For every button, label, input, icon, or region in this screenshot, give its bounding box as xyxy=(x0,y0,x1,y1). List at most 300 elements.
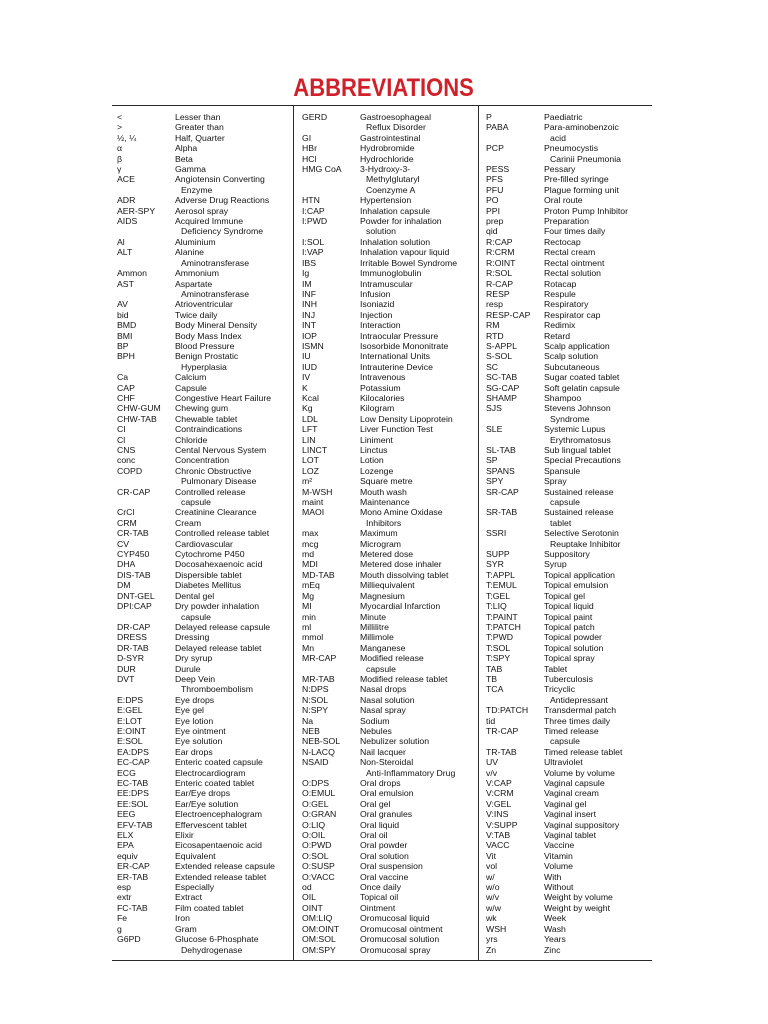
meaning-line: Oral suspension xyxy=(360,861,423,872)
abbreviation-meaning xyxy=(175,934,291,955)
meaning-line: Extract xyxy=(175,892,203,903)
meaning-line: Cental Nervous System xyxy=(175,445,267,455)
abbreviation-meaning xyxy=(360,143,476,153)
meaning-line: Redimix xyxy=(544,320,576,331)
abbreviation-meaning xyxy=(544,768,650,778)
abbreviation: DVT xyxy=(117,673,135,684)
abbreviation-entry xyxy=(302,622,476,632)
abbreviation-meaning xyxy=(175,695,291,705)
abbreviation: MR-TAB xyxy=(302,673,335,684)
abbreviation: E:GEL xyxy=(117,705,143,716)
abbreviation: T:LIQ xyxy=(486,601,507,612)
abbreviation: SPY xyxy=(486,476,504,487)
abbreviation-meaning xyxy=(544,872,650,882)
abbreviation-entry xyxy=(486,924,650,934)
abbreviation-meaning xyxy=(175,892,291,902)
abbreviation-meaning xyxy=(544,591,650,601)
abbreviation-entry xyxy=(486,320,650,330)
abbreviation-meaning xyxy=(175,591,291,601)
abbreviation: ISMN xyxy=(302,340,324,351)
abbreviation: TAB xyxy=(486,663,503,674)
abbreviation-entry xyxy=(486,383,650,393)
meaning-line: Sugar coated tablet xyxy=(544,372,620,383)
abbreviation: MI xyxy=(302,601,312,612)
meaning-line: Liver Function Test xyxy=(360,424,433,435)
meaning-line: Greater than xyxy=(175,122,224,133)
meaning-continuation-line: Hyperplasia xyxy=(181,361,227,372)
abbreviation-entry xyxy=(117,237,291,247)
abbreviation-meaning xyxy=(360,851,476,861)
meaning-continuation-line: Methylglutaryl xyxy=(366,174,420,185)
abbreviation: tid xyxy=(486,715,496,726)
abbreviation-entry xyxy=(486,788,650,798)
meaning-line: Vaginal insert xyxy=(544,809,596,820)
abbreviation-meaning xyxy=(175,674,291,695)
abbreviation: SHAMP xyxy=(486,392,517,403)
abbreviation-entry xyxy=(486,185,650,195)
abbreviation: OM:OINT xyxy=(302,923,340,934)
abbreviation-entry xyxy=(302,570,476,580)
meaning-line: Oral granules xyxy=(360,809,413,820)
abbreviation-entry xyxy=(117,393,291,403)
meaning-line: Enteric coated capsule xyxy=(175,757,263,768)
abbreviation-entry xyxy=(117,414,291,424)
page-title: ABBREVIATIONS xyxy=(293,74,475,102)
abbreviation: UV xyxy=(486,757,499,768)
abbreviation-meaning xyxy=(175,768,291,778)
abbreviation-entry xyxy=(486,393,650,403)
abbreviation: E:DPS xyxy=(117,694,144,705)
abbreviation-entry xyxy=(486,580,650,590)
abbreviation-meaning xyxy=(544,913,650,923)
meaning-line: Maintenance xyxy=(360,497,410,508)
abbreviation-entry xyxy=(117,539,291,549)
meaning-line: Four times daily xyxy=(544,226,606,237)
abbreviation-entry xyxy=(117,268,291,278)
abbreviation-meaning xyxy=(544,653,650,663)
abbreviation: LINCT xyxy=(302,445,328,455)
meaning-line: Rectal cream xyxy=(544,247,596,258)
meaning-line: Docosahexaenoic acid xyxy=(175,559,263,570)
abbreviation-entry xyxy=(117,747,291,757)
abbreviation-meaning xyxy=(544,216,650,226)
meaning-line: Vaccine xyxy=(544,840,575,851)
abbreviation-entry xyxy=(117,466,291,487)
abbreviation-entry xyxy=(117,851,291,861)
abbreviation-entry xyxy=(117,112,291,122)
meaning-line: Isosorbide Mononitrate xyxy=(360,340,449,351)
meaning-line: Alanine xyxy=(175,247,204,258)
abbreviation-meaning xyxy=(360,788,476,798)
abbreviation: O:PWD xyxy=(302,840,332,851)
meaning-line: Weight by volume xyxy=(544,892,613,903)
meaning-line: Topical paint xyxy=(544,611,593,622)
abbreviation: LOT xyxy=(302,455,319,466)
abbreviation: SSRI xyxy=(486,528,507,539)
abbreviation: w/o xyxy=(486,882,500,893)
abbreviation-meaning xyxy=(175,757,291,767)
abbreviation-meaning xyxy=(360,310,476,320)
abbreviation: α xyxy=(117,143,123,154)
abbreviation: DUR xyxy=(117,663,136,674)
meaning-line: Dispersible tablet xyxy=(175,569,242,580)
abbreviation: EC-CAP xyxy=(117,757,150,768)
abbreviation-entry xyxy=(302,164,476,195)
abbreviation-entry xyxy=(302,695,476,705)
meaning-line: Milliequivalent xyxy=(360,580,415,591)
abbreviation-meaning xyxy=(544,892,650,902)
abbreviation: SC-TAB xyxy=(486,372,518,383)
abbreviation-meaning xyxy=(175,653,291,663)
abbreviation-entry xyxy=(486,164,650,174)
abbreviation-entry xyxy=(117,580,291,590)
abbreviation: LOZ xyxy=(302,465,319,476)
meaning-line: Respirator cap xyxy=(544,309,601,320)
meaning-line: Oral emulsion xyxy=(360,788,414,799)
abbreviation-entry xyxy=(117,299,291,309)
abbreviation-meaning xyxy=(175,861,291,871)
abbreviation: RTD xyxy=(486,330,504,341)
abbreviation-meaning xyxy=(544,299,650,309)
meaning-line: Alpha xyxy=(175,143,198,154)
meaning-continuation-line: tablet xyxy=(550,517,572,528)
abbreviation: IU xyxy=(302,351,311,362)
meaning-line: Topical patch xyxy=(544,621,595,632)
abbreviation-entry xyxy=(486,279,650,289)
abbreviation-meaning xyxy=(175,903,291,913)
abbreviation: K xyxy=(302,382,308,393)
abbreviation-entry xyxy=(302,736,476,746)
abbreviation-meaning xyxy=(175,487,291,508)
abbreviation: DM xyxy=(117,580,131,591)
abbreviation-meaning xyxy=(544,809,650,819)
meaning-line: Glucose 6-Phosphate xyxy=(175,934,259,945)
abbreviation: SR-CAP xyxy=(486,486,519,497)
abbreviation-meaning xyxy=(544,195,650,205)
abbreviation-meaning xyxy=(175,112,291,122)
abbreviation-entry xyxy=(302,601,476,611)
abbreviation-meaning xyxy=(360,351,476,361)
abbreviation-meaning xyxy=(360,695,476,705)
meaning-line: Non-Steroidal xyxy=(360,757,414,768)
abbreviation-meaning xyxy=(544,424,650,445)
abbreviation-meaning xyxy=(360,424,476,434)
abbreviation-meaning xyxy=(175,206,291,216)
abbreviation-entry xyxy=(486,643,650,653)
meaning-line: Modified release xyxy=(360,653,424,664)
abbreviation-entry xyxy=(302,559,476,569)
abbreviation: O:GEL xyxy=(302,798,329,809)
abbreviation-meaning xyxy=(544,549,650,559)
meaning-line: Oromucosal ointment xyxy=(360,923,443,934)
abbreviation-entry xyxy=(117,726,291,736)
meaning-line: Topical application xyxy=(544,569,615,580)
abbreviation: AV xyxy=(117,299,128,310)
abbreviation-meaning xyxy=(544,393,650,403)
abbreviation-meaning xyxy=(175,913,291,923)
meaning-line: Modified release tablet xyxy=(360,673,448,684)
meaning-line: Ointment xyxy=(360,902,396,913)
abbreviation-entry xyxy=(302,403,476,413)
abbreviation-entry xyxy=(486,622,650,632)
abbreviation: CNS xyxy=(117,445,136,455)
meaning-continuation-line: capsule xyxy=(550,497,580,508)
abbreviation-entry xyxy=(117,206,291,216)
abbreviation: INT xyxy=(302,320,316,331)
abbreviation-meaning xyxy=(175,664,291,674)
abbreviation-entry xyxy=(486,528,650,549)
abbreviation-meaning xyxy=(544,320,650,330)
abbreviation-meaning xyxy=(175,320,291,330)
meaning-line: Vaginal suppository xyxy=(544,819,620,830)
abbreviation-meaning xyxy=(175,622,291,632)
abbreviation-meaning xyxy=(544,164,650,174)
meaning-line: Chewing gum xyxy=(175,403,229,414)
abbreviation-entry xyxy=(117,154,291,164)
abbreviation-meaning xyxy=(544,403,650,424)
abbreviation: mcg xyxy=(302,538,319,549)
meaning-line: Nebules xyxy=(360,725,392,736)
abbreviation: DHA xyxy=(117,559,136,570)
abbreviation-meaning xyxy=(544,559,650,569)
abbreviation: conc xyxy=(117,455,136,466)
meaning-continuation-line: capsule xyxy=(366,663,396,674)
abbreviation-meaning xyxy=(544,143,650,164)
meaning-line: Oral oil xyxy=(360,830,388,841)
abbreviation: AER-SPY xyxy=(117,205,156,216)
abbreviation: NEB xyxy=(302,725,320,736)
abbreviation: I:PWD xyxy=(302,216,328,227)
abbreviation-meaning xyxy=(175,154,291,164)
meaning-line: Gram xyxy=(175,923,197,934)
abbreviation-meaning xyxy=(360,903,476,913)
abbreviation-meaning xyxy=(360,331,476,341)
meaning-line: Tricyclic xyxy=(544,684,576,695)
meaning-line: Eye gel xyxy=(175,705,204,716)
abbreviation-meaning xyxy=(360,268,476,278)
abbreviation-meaning xyxy=(360,487,476,497)
abbreviation-entry xyxy=(302,591,476,601)
abbreviation: O:OIL xyxy=(302,830,326,841)
abbreviation: GI xyxy=(302,132,312,143)
meaning-line: Controlled release xyxy=(175,486,246,497)
abbreviation: EE:SOL xyxy=(117,798,149,809)
abbreviation-meaning xyxy=(360,591,476,601)
meaning-line: Timed release tablet xyxy=(544,746,623,757)
abbreviation: LFT xyxy=(302,424,318,435)
abbreviation-entry xyxy=(302,507,476,528)
abbreviation: SPANS xyxy=(486,465,515,476)
abbreviation-entry xyxy=(302,747,476,757)
abbreviation-meaning xyxy=(544,476,650,486)
abbreviation: BPH xyxy=(117,351,135,362)
abbreviation-meaning xyxy=(175,372,291,382)
meaning-line: Respule xyxy=(544,288,576,299)
abbreviation-entry xyxy=(486,174,650,184)
abbreviation-entry xyxy=(117,674,291,695)
abbreviation: HTN xyxy=(302,195,320,206)
meaning-line: Soft gelatin capsule xyxy=(544,382,620,393)
abbreviation: R:OINT xyxy=(486,257,516,268)
abbreviation-meaning xyxy=(360,164,476,195)
abbreviation-entry xyxy=(302,299,476,309)
abbreviation: < xyxy=(117,112,123,122)
abbreviation-meaning xyxy=(175,539,291,549)
abbreviation-entry xyxy=(486,851,650,861)
meaning-line: Lesser than xyxy=(175,112,221,122)
abbreviation-entry xyxy=(117,622,291,632)
abbreviation: OINT xyxy=(302,902,323,913)
abbreviation-entry xyxy=(117,840,291,850)
abbreviation: EC-TAB xyxy=(117,778,149,788)
meaning-continuation-line: Dehydrogenase xyxy=(181,944,243,955)
abbreviation: T:PAINT xyxy=(486,611,518,622)
abbreviation-entry xyxy=(486,934,650,944)
meaning-line: Immunoglobulin xyxy=(360,268,422,279)
abbreviation: TB xyxy=(486,673,498,684)
abbreviation: SG-CAP xyxy=(486,382,520,393)
abbreviation-entry xyxy=(486,112,650,122)
abbreviation: Ammon xyxy=(117,268,147,279)
abbreviation-entry xyxy=(302,705,476,715)
abbreviation-entry xyxy=(117,705,291,715)
meaning-line: Nasal solution xyxy=(360,694,415,705)
abbreviation: qid xyxy=(486,226,498,237)
abbreviation: INJ xyxy=(302,309,316,320)
abbreviation-entry xyxy=(486,466,650,476)
abbreviation: EEG xyxy=(117,809,136,820)
abbreviation: CYP450 xyxy=(117,549,150,560)
abbreviation-meaning xyxy=(544,487,650,508)
abbreviation-entry xyxy=(302,913,476,923)
abbreviation-meaning xyxy=(544,820,650,830)
abbreviation-meaning xyxy=(544,383,650,393)
abbreviation: > xyxy=(117,122,123,133)
abbreviation-meaning xyxy=(544,237,650,247)
abbreviation-entry xyxy=(486,237,650,247)
abbreviation: RESP-CAP xyxy=(486,309,531,320)
meaning-line: 3-Hydroxy-3- xyxy=(360,164,411,175)
abbreviation-meaning xyxy=(360,154,476,164)
meaning-line: Mono Amine Oxidase xyxy=(360,507,443,518)
abbreviation: SL-TAB xyxy=(486,445,516,455)
abbreviation-entry xyxy=(302,476,476,486)
abbreviation-entry xyxy=(486,601,650,611)
meaning-continuation-line: capsule xyxy=(181,497,211,508)
abbreviation-meaning xyxy=(360,289,476,299)
meaning-line: Chronic Obstructive xyxy=(175,465,252,476)
abbreviation-entry xyxy=(302,445,476,455)
abbreviation: mEq xyxy=(302,580,320,591)
meaning-line: Three times daily xyxy=(544,715,611,726)
meaning-line: Beta xyxy=(175,153,193,164)
abbreviation: EPA xyxy=(117,840,134,851)
abbreviation-meaning xyxy=(360,653,476,674)
abbreviation: Na xyxy=(302,715,314,726)
abbreviation-meaning xyxy=(544,830,650,840)
abbreviation-meaning xyxy=(360,383,476,393)
meaning-continuation-line: Coenzyme A xyxy=(366,184,416,195)
abbreviation: ALT xyxy=(117,247,133,258)
abbreviation-entry xyxy=(117,549,291,559)
abbreviation: I:SOL xyxy=(302,236,325,247)
abbreviation-column xyxy=(117,112,291,955)
abbreviation-entry xyxy=(302,539,476,549)
abbreviation-meaning xyxy=(175,820,291,830)
abbreviation-meaning xyxy=(544,341,650,351)
abbreviation-meaning xyxy=(360,195,476,205)
meaning-line: Gamma xyxy=(175,164,206,175)
meaning-continuation-line: Anti-Inflammatory Drug xyxy=(366,767,456,778)
meaning-line: Magnesium xyxy=(360,590,405,601)
abbreviation-meaning xyxy=(360,872,476,882)
meaning-line: Contraindications xyxy=(175,424,243,435)
abbreviation-entry xyxy=(117,279,291,300)
abbreviation-entry xyxy=(117,195,291,205)
abbreviation-entry xyxy=(486,195,650,205)
meaning-line: Oral drops xyxy=(360,778,401,788)
abbreviation-meaning xyxy=(175,331,291,341)
meaning-line: Intravenous xyxy=(360,372,406,383)
abbreviation: DNT-GEL xyxy=(117,590,155,601)
abbreviation: CAP xyxy=(117,382,135,393)
abbreviation-entry xyxy=(486,362,650,372)
meaning-line: Ultraviolet xyxy=(544,757,583,768)
meaning-line: Topical spray xyxy=(544,653,595,664)
abbreviation-entry xyxy=(486,840,650,850)
abbreviation-meaning xyxy=(360,445,476,455)
abbreviation-meaning xyxy=(175,195,291,205)
meaning-line: Vaginal cream xyxy=(544,788,599,799)
meaning-continuation-line: Reflux Disorder xyxy=(366,122,426,133)
abbreviation: mmol xyxy=(302,632,324,643)
abbreviation-entry xyxy=(302,206,476,216)
abbreviation-meaning xyxy=(175,164,291,174)
abbreviation-entry xyxy=(302,279,476,289)
abbreviation-meaning xyxy=(360,716,476,726)
abbreviation: Vit xyxy=(486,850,496,861)
meaning-line: Inhalation vapour liquid xyxy=(360,247,450,258)
meaning-line: Para-aminobenzoic xyxy=(544,122,619,133)
meaning-line: Benign Prostatic xyxy=(175,351,239,362)
abbreviation: T:APPL xyxy=(486,569,515,580)
meaning-line: Elixir xyxy=(175,830,194,841)
meaning-line: Sustained release xyxy=(544,486,614,497)
meaning-line: Oral route xyxy=(544,195,583,206)
abbreviation-entry xyxy=(486,570,650,580)
meaning-line: Chewable tablet xyxy=(175,413,238,424)
abbreviation: SR-TAB xyxy=(486,507,518,518)
abbreviation-meaning xyxy=(544,726,650,747)
abbreviation-meaning xyxy=(175,528,291,538)
abbreviation-meaning xyxy=(360,206,476,216)
abbreviation: CI xyxy=(117,424,126,435)
abbreviation-meaning xyxy=(175,143,291,153)
meaning-line: Kilogram xyxy=(360,403,395,414)
meaning-line: Square metre xyxy=(360,476,413,487)
abbreviation-meaning xyxy=(360,913,476,923)
meaning-continuation-line: capsule xyxy=(181,611,211,622)
meaning-line: Vaginal capsule xyxy=(544,778,605,788)
abbreviation-meaning xyxy=(544,788,650,798)
abbreviation-entry xyxy=(302,320,476,330)
abbreviation-meaning xyxy=(360,455,476,465)
abbreviation-meaning xyxy=(544,268,650,278)
abbreviation-entry xyxy=(117,664,291,674)
abbreviation: od xyxy=(302,882,312,893)
abbreviation: Kcal xyxy=(302,392,319,403)
abbreviation: BP xyxy=(117,340,129,351)
